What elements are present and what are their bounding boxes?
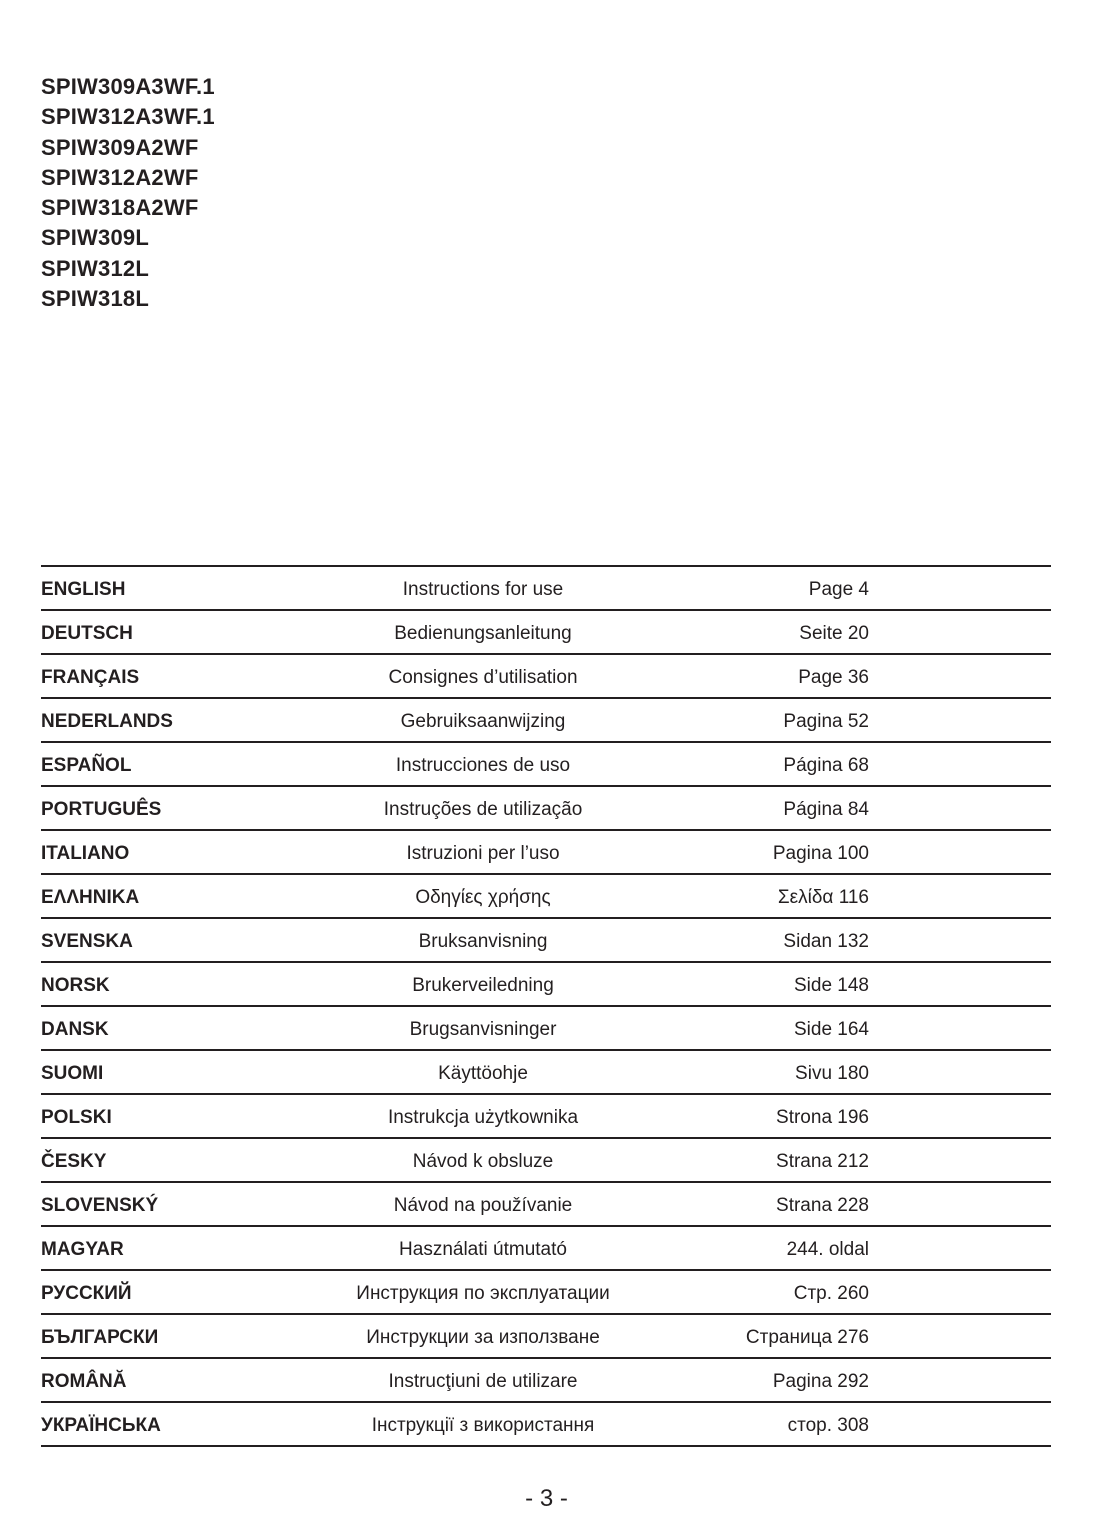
model-number: SPIW309L bbox=[41, 225, 149, 251]
language-name: NORSK bbox=[41, 975, 110, 996]
page-reference: Σελίδα 116 bbox=[777, 887, 869, 908]
manual-title: Instructions for use bbox=[402, 579, 564, 600]
language-name: PORTUGUÊS bbox=[41, 799, 162, 820]
language-name: SVENSKA bbox=[41, 931, 133, 952]
page-reference: Page 36 bbox=[798, 667, 869, 688]
language-name: SUOMI bbox=[41, 1063, 104, 1084]
language-row-nederlands bbox=[41, 699, 1051, 743]
language-row-slovensky bbox=[41, 1183, 1051, 1227]
manual-title: Návod k obsluze bbox=[412, 1151, 554, 1172]
language-row-norsk bbox=[41, 963, 1051, 1007]
page-reference: Strana 212 bbox=[776, 1151, 869, 1172]
page-reference: 244. oldal bbox=[786, 1239, 869, 1260]
page-reference: Page 4 bbox=[808, 579, 869, 600]
language-name: ITALIANO bbox=[41, 843, 130, 864]
language-row-ukrainian bbox=[41, 1403, 1051, 1447]
model-number: SPIW312A3WF.1 bbox=[41, 104, 215, 130]
language-name: DANSK bbox=[41, 1019, 109, 1040]
page-reference: Seite 20 bbox=[799, 623, 869, 644]
language-row-espanol bbox=[41, 743, 1051, 787]
page-reference: Sidan 132 bbox=[783, 931, 869, 952]
manual-title: Istruzioni per l’uso bbox=[406, 843, 560, 864]
language-index-table bbox=[41, 565, 1051, 1447]
page-reference: Pagina 52 bbox=[783, 711, 869, 732]
manual-title: Návod na používanie bbox=[393, 1195, 573, 1216]
model-number: SPIW312A2WF bbox=[41, 164, 199, 190]
manual-title: Instruções de utilização bbox=[383, 799, 583, 820]
language-row-suomi bbox=[41, 1051, 1051, 1095]
language-name: ROMÂNĂ bbox=[41, 1371, 127, 1392]
manual-title: Használati útmutató bbox=[399, 1239, 567, 1260]
language-row-bulgarian bbox=[41, 1315, 1051, 1359]
language-row-svenska bbox=[41, 919, 1051, 963]
language-name: ČESKY bbox=[41, 1151, 107, 1172]
page-reference: Strana 228 bbox=[776, 1195, 869, 1216]
page-reference: Página 84 bbox=[783, 799, 869, 820]
language-row-magyar bbox=[41, 1227, 1051, 1271]
language-name: MAGYAR bbox=[41, 1239, 124, 1260]
language-row-italiano bbox=[41, 831, 1051, 875]
language-name: FRANÇAIS bbox=[41, 667, 140, 688]
language-row-polski bbox=[41, 1095, 1051, 1139]
model-number: SPIW312L bbox=[41, 255, 149, 281]
language-name: РУССКИЙ bbox=[41, 1283, 132, 1304]
page-number: - 3 - bbox=[525, 1485, 568, 1512]
language-row-greek bbox=[41, 875, 1051, 919]
language-name: БЪЛГАРСКИ bbox=[41, 1327, 159, 1348]
page-reference: Pagina 100 bbox=[772, 843, 869, 864]
language-name: POLSKI bbox=[41, 1107, 112, 1128]
language-row-russian bbox=[41, 1271, 1051, 1315]
manual-title: Brugsanvisninger bbox=[409, 1019, 557, 1040]
manual-title: Instrukcja użytkownika bbox=[387, 1107, 579, 1128]
manual-title: Инструкция по эксплуатации bbox=[356, 1283, 610, 1304]
manual-title: Gebruiksaanwijzing bbox=[400, 711, 566, 732]
manual-title: Instrucciones de uso bbox=[395, 755, 571, 776]
model-number: SPIW318A2WF bbox=[41, 195, 199, 221]
page-reference: Side 164 bbox=[793, 1019, 869, 1040]
language-name: ENGLISH bbox=[41, 579, 126, 600]
page-reference: Pagina 292 bbox=[772, 1371, 869, 1392]
page-reference: Página 68 bbox=[783, 755, 869, 776]
model-number: SPIW309A2WF bbox=[41, 134, 199, 160]
language-row-cesky bbox=[41, 1139, 1051, 1183]
manual-title: Instrucţiuni de utilizare bbox=[388, 1371, 578, 1392]
language-row-dansk bbox=[41, 1007, 1051, 1051]
page-reference: Strona 196 bbox=[776, 1107, 869, 1128]
language-row-english bbox=[41, 567, 1051, 611]
language-name: ΕΛΛΗΝΙΚΑ bbox=[41, 887, 140, 908]
language-name: ESPAÑOL bbox=[41, 755, 132, 776]
manual-title: Bruksanvisning bbox=[418, 931, 548, 952]
language-name: SLOVENSKÝ bbox=[41, 1195, 159, 1216]
page-reference: стор. 308 bbox=[787, 1415, 869, 1436]
manual-title: Οδηγίες χρήσης bbox=[415, 887, 551, 908]
page-reference: Sivu 180 bbox=[795, 1063, 869, 1084]
model-number: SPIW318L bbox=[41, 286, 149, 312]
language-name: NEDERLANDS bbox=[41, 711, 173, 732]
page-reference: Side 148 bbox=[793, 975, 869, 996]
language-row-francais bbox=[41, 655, 1051, 699]
page-reference: Стр. 260 bbox=[793, 1283, 869, 1304]
manual-title: Bedienungsanleitung bbox=[394, 623, 572, 644]
manual-title: Käyttöohje bbox=[438, 1063, 528, 1084]
language-row-portugues bbox=[41, 787, 1051, 831]
model-list bbox=[41, 72, 215, 314]
manual-title: Consignes d’utilisation bbox=[388, 667, 578, 688]
model-number: SPIW309A3WF.1 bbox=[41, 74, 215, 99]
page-reference: Страница 276 bbox=[745, 1327, 869, 1348]
language-row-deutsch bbox=[41, 611, 1051, 655]
language-row-romana bbox=[41, 1359, 1051, 1403]
language-name: DEUTSCH bbox=[41, 623, 133, 644]
language-name: УКРАЇНСЬКА bbox=[41, 1415, 161, 1436]
manual-title: Инструкции за използване bbox=[366, 1327, 600, 1348]
manual-title: Brukerveiledning bbox=[412, 975, 554, 996]
manual-title: Інструкції з використання bbox=[371, 1415, 595, 1436]
